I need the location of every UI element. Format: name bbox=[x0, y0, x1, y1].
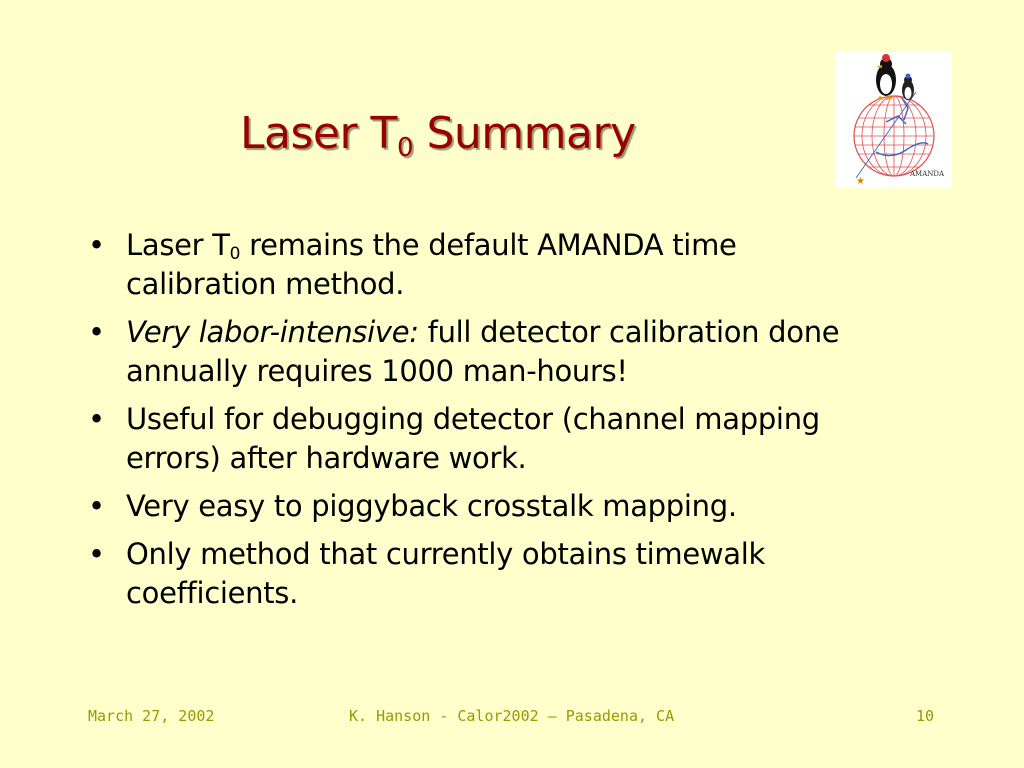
bullet-marker: • bbox=[88, 315, 105, 349]
bullet-1-subscript: 0 bbox=[229, 244, 241, 264]
bullet-marker: • bbox=[88, 489, 105, 523]
slide-title bbox=[240, 108, 636, 163]
footer-date: March 27, 2002 bbox=[88, 707, 215, 725]
title-prefix: Laser T bbox=[240, 108, 397, 159]
bullet-1-prefix: Laser T bbox=[126, 228, 230, 262]
bullet-2-italic: Very labor-intensive: bbox=[126, 315, 419, 349]
bullet-3-text: Useful for debugging detector (channel mapping errors) after hardware work. bbox=[126, 402, 820, 475]
bullet-item bbox=[88, 313, 888, 391]
bullet-marker: • bbox=[88, 537, 105, 571]
bullet-list bbox=[88, 226, 888, 622]
bullet-marker: • bbox=[88, 228, 105, 262]
title-suffix: Summary bbox=[412, 108, 636, 159]
bullet-1-suffix: remains the default AMANDA time calibration method. bbox=[126, 228, 737, 301]
bullet-item bbox=[88, 535, 888, 613]
amanda-logo-icon bbox=[836, 52, 952, 188]
bullet-item bbox=[88, 487, 888, 526]
bullet-item bbox=[88, 226, 888, 304]
title-subscript: 0 bbox=[396, 133, 413, 163]
svg-text:★: ★ bbox=[856, 176, 865, 187]
bullet-5-text: Only method that currently obtains timewalk coefficients. bbox=[126, 537, 766, 610]
footer-presenter: K. Hanson - Calor2002 – Pasadena, CA bbox=[349, 707, 675, 725]
bullet-2-rest: full detector calibration done annually requires 1000 man-hours! bbox=[126, 315, 840, 388]
bullet-4-text: Very easy to piggyback crosstalk mapping. bbox=[126, 489, 737, 523]
bullet-item bbox=[88, 400, 888, 478]
bullet-marker: • bbox=[88, 402, 105, 436]
logo-caption: AMANDA bbox=[910, 170, 945, 178]
page-number: 10 bbox=[916, 707, 935, 725]
